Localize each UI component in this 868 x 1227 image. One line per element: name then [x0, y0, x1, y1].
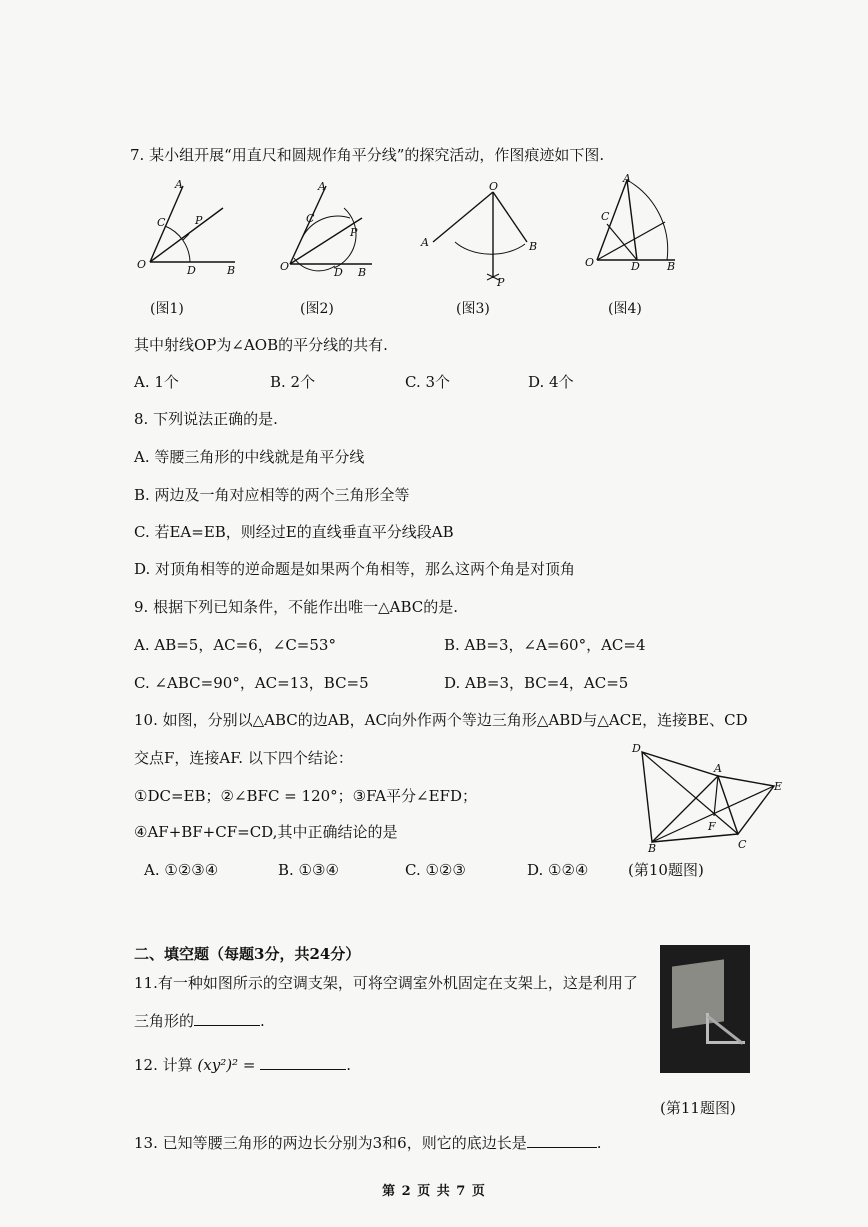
- q7-option-a: A. 1个: [134, 373, 179, 391]
- q11-line2-end: .: [260, 1012, 265, 1030]
- q10-label-a: A: [714, 762, 722, 775]
- q7-question: 其中射线OP为∠AOB的平分线的共有.: [134, 336, 388, 354]
- q8-option-b: B. 两边及一角对应相等的两个三角形全等: [134, 486, 410, 504]
- q12-expression: (xy²)² =: [197, 1056, 256, 1074]
- q12-line: [134, 1055, 351, 1075]
- fig4-label-b: B: [667, 260, 676, 272]
- fig1-label-c: C: [157, 216, 166, 229]
- fig3-label-a: A: [421, 236, 429, 249]
- q7-stem: 7. 某小组开展“用直尺和圆规作角平分线”的探究活动，作图痕迹如下图.: [130, 146, 605, 164]
- q10-figure: [628, 738, 788, 853]
- q10-conclusions-2: ④AF+BF+CF=CD,其中正确结论的是: [134, 823, 398, 841]
- q8-option-d: D. 对顶角相等的逆命题是如果两个角相等，那么这两个角是对顶角: [134, 560, 576, 578]
- q10-caption: (第10题图): [628, 861, 704, 879]
- q12-answer-blank[interactable]: [260, 1055, 346, 1070]
- fig1-label-o: O: [137, 258, 147, 271]
- q7-figure-1: [135, 178, 245, 278]
- section2-title: 二、填空题（每题3分，共24分）: [134, 945, 361, 963]
- q11-answer-blank[interactable]: [194, 1011, 260, 1026]
- fig4-label-a: A: [623, 172, 631, 185]
- q13-text: 13. 已知等腰三角形的两边长分别为3和6，则它的底边长是: [134, 1134, 527, 1152]
- fig2-label-a: A: [318, 180, 326, 193]
- fig2-label-b: B: [358, 266, 367, 278]
- q10-label-c: C: [738, 838, 747, 851]
- q7-fig2-caption: (图2): [300, 301, 334, 317]
- q13-answer-blank[interactable]: [527, 1133, 597, 1148]
- q8-option-a: A. 等腰三角形的中线就是角平分线: [134, 448, 365, 466]
- q10-conclusions-1: ①DC=EB；②∠BFC = 120°；③FA平分∠EFD；: [134, 787, 477, 805]
- q10-label-e: E: [774, 780, 783, 793]
- q9-option-d: D. AB=3，BC=4，AC=5: [444, 674, 629, 692]
- fig3-label-o: O: [489, 180, 499, 193]
- q10-option-a: A. ①②③④: [144, 861, 219, 879]
- q7-option-d: D. 4个: [528, 373, 574, 391]
- fig2-label-o: O: [280, 260, 290, 273]
- q11-line2-text: 三角形的: [134, 1012, 195, 1030]
- q7-figure-2: [280, 178, 390, 278]
- fig1-label-b: B: [227, 264, 236, 277]
- q9-option-b: B. AB=3，∠A=60°，AC=4: [444, 636, 646, 654]
- q8-stem: 8. 下列说法正确的是.: [134, 410, 278, 428]
- q13-line: [134, 1133, 602, 1153]
- q12-suffix: .: [346, 1056, 351, 1074]
- q11-line2: [134, 1011, 265, 1031]
- q11-line1: 11.有一种如图所示的空调支架，可将空调室外机固定在支架上，这是利用了: [134, 974, 638, 992]
- fig1-label-a: A: [175, 178, 183, 191]
- q10-option-b: B. ①③④: [278, 861, 339, 879]
- fig2-label-d: D: [334, 266, 343, 278]
- q9-option-a: A. AB=5，AC=6，∠C=53°: [134, 636, 336, 654]
- fig4-label-d: D: [631, 260, 640, 272]
- q7-option-b: B. 2个: [270, 373, 316, 391]
- q10-stem-line1: 10. 如图，分别以△ABC的边AB，AC向外作两个等边三角形△ABD与△ACE，连接BE、CD: [134, 711, 748, 729]
- q10-label-d: D: [632, 742, 641, 755]
- fig1-label-d: D: [187, 264, 196, 277]
- fig1-label-p: P: [195, 214, 203, 227]
- q11-caption: (第11题图): [660, 1099, 736, 1117]
- q13-suffix: .: [596, 1134, 602, 1152]
- q12-prefix: 12. 计算: [134, 1056, 193, 1074]
- fig2-label-p: P: [350, 226, 358, 239]
- q9-stem: 9. 根据下列已知条件，不能作出唯一△ABC的是.: [134, 598, 458, 616]
- q10-label-b: B: [648, 842, 657, 853]
- q7-figure-4: [585, 172, 685, 272]
- q8-option-c: C. 若EA=EB，则经过E的直线垂直平分线段AB: [134, 523, 454, 541]
- fig4-label-o: O: [585, 256, 595, 269]
- q7-fig4-caption: (图4): [608, 301, 642, 317]
- page-footer: 第 2 页 共 7 页: [382, 1184, 486, 1199]
- fig2-label-c: C: [306, 212, 315, 225]
- air-conditioner-bracket-photo: [660, 945, 750, 1073]
- q10-option-d: D. ①②④: [527, 861, 589, 879]
- q7-figure-3: [415, 178, 545, 288]
- q9-option-c: C. ∠ABC=90°，AC=13，BC=5: [134, 674, 369, 692]
- fig4-label-c: C: [601, 210, 610, 223]
- fig3-label-p: P: [497, 276, 505, 288]
- fig3-label-b: B: [529, 240, 538, 253]
- q10-option-c: C. ①②③: [405, 861, 466, 879]
- q7-option-c: C. 3个: [405, 373, 451, 391]
- q7-fig1-caption: (图1): [150, 301, 184, 317]
- q7-fig3-caption: (图3): [456, 301, 490, 317]
- q10-stem-line2: 交点F，连接AF. 以下四个结论：: [134, 749, 353, 767]
- q10-label-f: F: [708, 820, 716, 833]
